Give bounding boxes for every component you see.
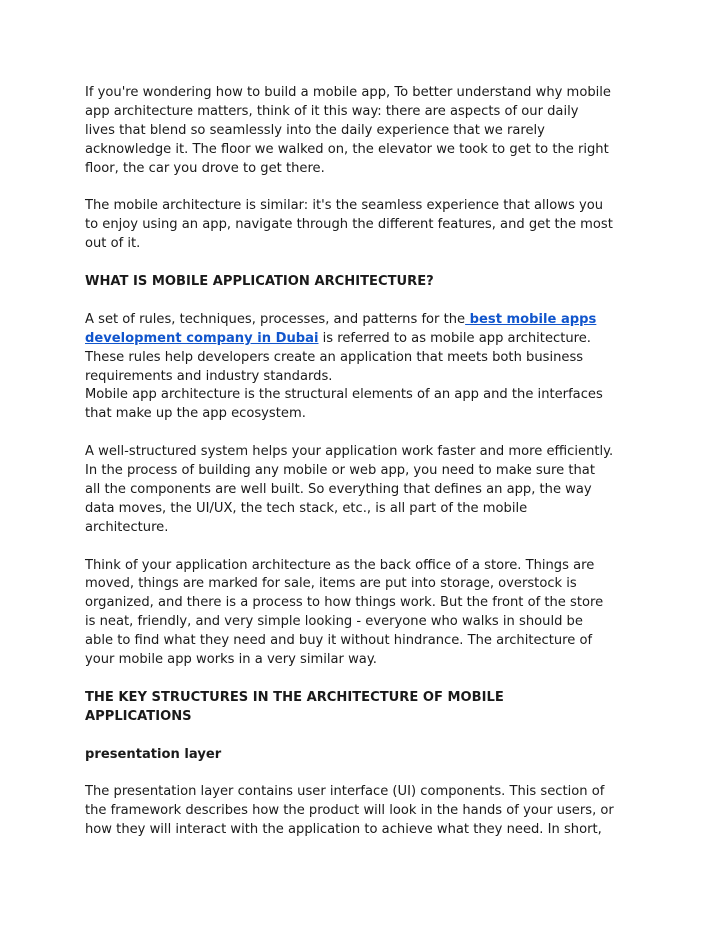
text-line: The mobile architecture is similar: it's the seamless experience that allows you (85, 198, 604, 214)
paragraph-gap (85, 424, 645, 443)
paragraph-gap (85, 254, 645, 273)
document-page (85, 84, 645, 840)
text-line: acknowledge it. The floor we walked on, the elevator we took to get to the right (85, 141, 609, 157)
text-line: architecture. (85, 519, 169, 535)
rules-paragraph (85, 311, 645, 424)
presentation-paragraph (85, 783, 645, 840)
heading-line: THE KEY STRUCTURES IN THE ARCHITECTURE OF MOBILE (85, 689, 504, 705)
wellstructured-paragraph (85, 443, 645, 538)
text-line (85, 311, 645, 330)
company-link-part2[interactable]: development company in Dubai (85, 330, 319, 346)
text-line: is neat, friendly, and very simple looking - everyone who walks in should be (85, 614, 583, 630)
heading-line: APPLICATIONS (85, 708, 192, 724)
paragraph-gap (85, 727, 645, 746)
store-paragraph (85, 557, 645, 670)
paragraph-gap (85, 179, 645, 198)
text-line: Think of your application architecture as the back office of a store. Things are (85, 557, 595, 573)
paragraph-gap (85, 292, 645, 311)
rules-prefix-text: A set of rules, techniques, processes, and patterns for the (85, 311, 466, 327)
text-line: lives that blend so seamlessly into the daily experience that we rarely (85, 122, 545, 138)
subheading-presentation-layer: presentation layer (85, 746, 222, 762)
text-line: how they will interact with the application to achieve what they need. In short, (85, 822, 602, 838)
text-line: the framework describes how the product will look in the hands of your users, or (85, 803, 614, 819)
text-line: requirements and industry standards. (85, 368, 333, 384)
paragraph-gap (85, 538, 645, 557)
text-line: organized, and there is a process to how things work. But the front of the store (85, 595, 604, 611)
text-line (85, 330, 645, 349)
text-line: out of it. (85, 236, 141, 252)
rules-suffix-text: is referred to as mobile app architecture. (318, 330, 591, 346)
intro-paragraph (85, 84, 645, 179)
text-line: able to find what they need and buy it without hindrance. The architecture of (85, 633, 593, 649)
text-line: floor, the car you drove to get there. (85, 160, 325, 176)
similar-paragraph (85, 197, 645, 254)
text-line: The presentation layer contains user interface (UI) components. This section of (85, 784, 605, 800)
text-line: that make up the app ecosystem. (85, 406, 306, 422)
text-line: If you're wondering how to build a mobile app, To better understand why mobile (85, 85, 611, 100)
company-link-part1[interactable]: best mobile apps (465, 311, 597, 327)
text-line: your mobile app works in a very similar way. (85, 652, 377, 668)
text-line: These rules help developers create an application that meets both business (85, 349, 584, 365)
text-line: to enjoy using an app, navigate through the different features, and get the most (85, 217, 613, 233)
text-line: all the components are well built. So everything that defines an app, the way (85, 481, 592, 497)
text-line: app architecture matters, think of it this way: there are aspects of our daily (85, 103, 579, 119)
paragraph-gap (85, 670, 645, 689)
paragraph-gap (85, 765, 645, 784)
text-line: In the process of building any mobile or web app, you need to make sure that (85, 463, 595, 479)
text-line: A well-structured system helps your application work faster and more efficiently. (85, 444, 614, 460)
text-line: data moves, the UI/UX, the tech stack, etc., is all part of the mobile (85, 500, 528, 516)
text-line: moved, things are marked for sale, items are put into storage, overstock is (85, 576, 577, 592)
section-heading-key-structures (85, 689, 645, 727)
section-heading-architecture: WHAT IS MOBILE APPLICATION ARCHITECTURE? (85, 274, 434, 290)
text-line: Mobile app architecture is the structural elements of an app and the interfaces (85, 387, 603, 403)
